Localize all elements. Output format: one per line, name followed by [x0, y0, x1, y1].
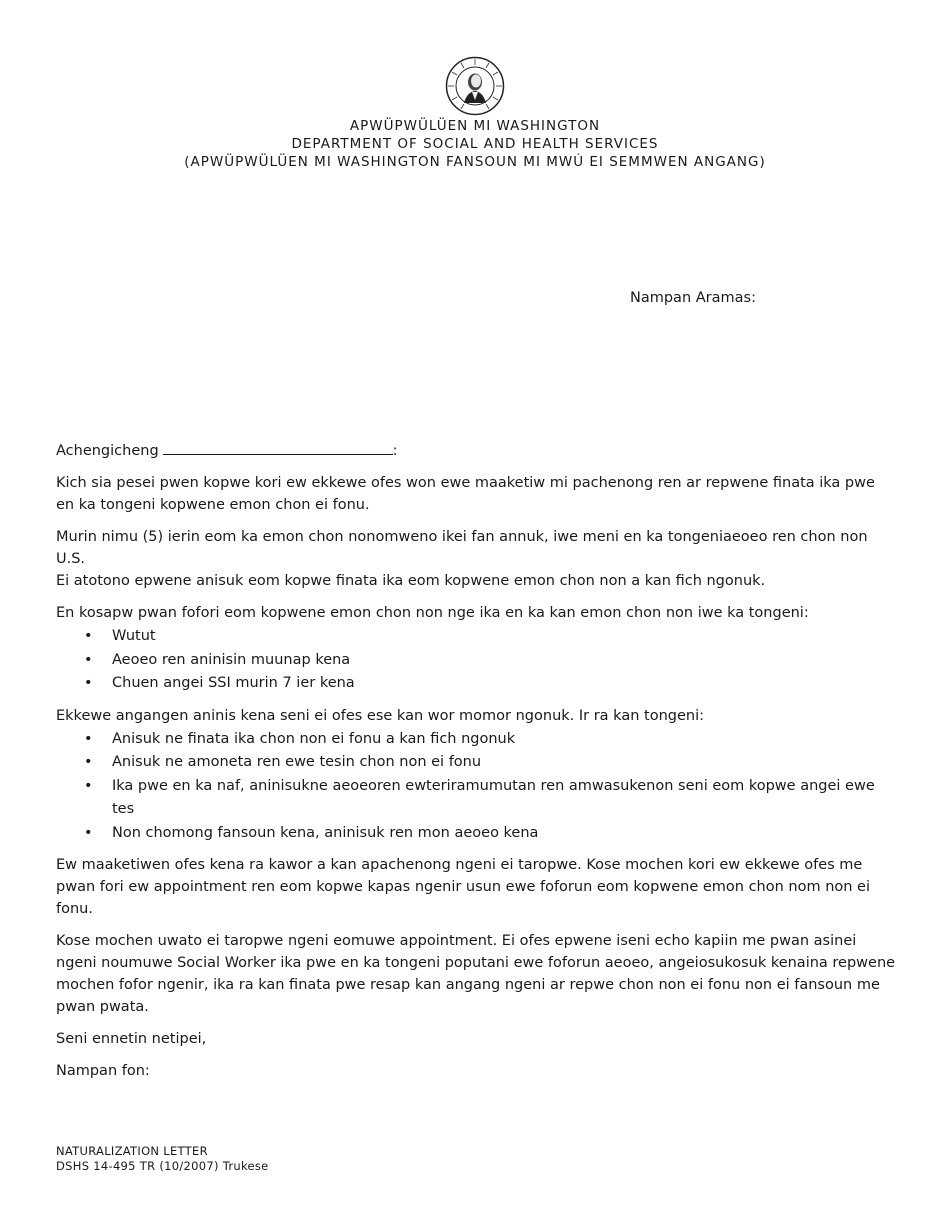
subject-label: Achengicheng: [56, 443, 159, 459]
list-item: • Wutut: [56, 625, 896, 649]
bullet-icon: •: [84, 730, 93, 747]
bullet-icon: •: [84, 824, 93, 841]
paragraph-6: Kose mochen uwato ei taropwe ngeni eomuwe appointment. Ei ofes epwene iseni echo kapiin me pwan asinei ngeni noumuwe Social Worker ika pwe en ka tongeni poputani ewe foforun aeoeo, angeiosukosuk kenaina repwene mochen fofor ngenir, ika ra kan finata pwe resap kan angang ngeni ar repwe chon non ei fonu non ei fansoun me pwan pwata.: [56, 933, 896, 1015]
letter-body: [56, 439, 896, 1092]
benefit-list: [56, 625, 896, 696]
paragraph-2-line-2: Ei atotono epwene anisuk eom kopwe finata ika eom kopwene emon chon non a kan fich ngonuk.: [56, 573, 766, 589]
list-item: • Anisuk ne amoneta ren ewe tesin chon non ei fonu: [56, 751, 896, 775]
services-list: [56, 728, 896, 846]
case-number-label: Nampan Aramas:: [630, 290, 756, 306]
list-item: • Non chomong fansoun kena, aninisuk ren mon aeoeo kena: [56, 822, 896, 846]
form-footer: [56, 1144, 269, 1174]
agency-name-translation: (APWÜPWÜLÜEN MI WASHINGTON FANSOUN MI MWÚ EI SEMMWEN ANGANG): [184, 154, 766, 170]
bullet-icon: •: [84, 651, 93, 668]
paragraph-4: Ekkewe angangen aninis kena seni ei ofes ese kan wor momor ngonuk. Ir ra kan tongeni:: [56, 707, 704, 724]
paragraph-1: Kich sia pesei pwen kopwe kori ew ekkewe ofes won ewe maaketiw mi pachenong ren ar repwene finata ika pwe en ka tongeni kopwene emon chon ei fonu.: [56, 475, 875, 513]
agency-name-english: DEPARTMENT OF SOCIAL AND HEALTH SERVICES: [291, 136, 659, 152]
subject-blank-field: [163, 439, 393, 455]
list-item: • Ika pwe en ka naf, aninisukne aeoeoren ewteriramumutan ren amwasukenon seni eom kopwe angei ewe tes: [56, 775, 896, 822]
form-number: DSHS 14-495 TR (10/2007) Trukese: [56, 1159, 269, 1173]
bullet-icon: •: [84, 777, 93, 794]
paragraph-5: Ew maaketiwen ofes kena ra kawor a kan apachenong ngeni ei taropwe. Kose mochen kori ew ekkewe ofes me pwan fori ew appointment ren eom kopwe kapas ngenir usun ewe foforun eom kopwene emon chon nom non ei fonu.: [56, 857, 871, 917]
phone-number-label: Nampan fon:: [56, 1063, 150, 1079]
list-item: • Aeoeo ren aninisin muunap kena: [56, 649, 896, 673]
bullet-icon: •: [84, 754, 93, 770]
subject-line: [56, 439, 896, 462]
paragraph-2: [56, 526, 896, 592]
list-item: • Chuen angei SSI murin 7 ier kena: [56, 672, 896, 696]
form-title: NATURALIZATION LETTER: [56, 1144, 208, 1158]
bullet-icon: •: [84, 675, 93, 691]
bullet-icon: •: [84, 628, 93, 644]
paragraph-2-line-1: Murin nimu (5) ierin eom ka emon chon nonomweno ikei fan annuk, iwe meni en ka tongeniaeoeo ren chon non U.S.: [56, 529, 868, 567]
paragraph-3: En kosapw pwan fofori eom kopwene emon chon non nge ika en ka kan emon chon non iwe ka tongeni:: [56, 605, 809, 621]
agency-header: [0, 117, 950, 171]
subject-colon: :: [392, 443, 398, 459]
list-item: • Anisuk ne finata ika chon non ei fonu a kan fich ngonuk: [56, 728, 896, 752]
state-seal-logo: [445, 56, 505, 116]
closing-salutation: Seni ennetin netipei,: [56, 1031, 207, 1047]
agency-name-trukese: APWÜPWÜLÜEN MI WASHINGTON: [349, 118, 601, 134]
